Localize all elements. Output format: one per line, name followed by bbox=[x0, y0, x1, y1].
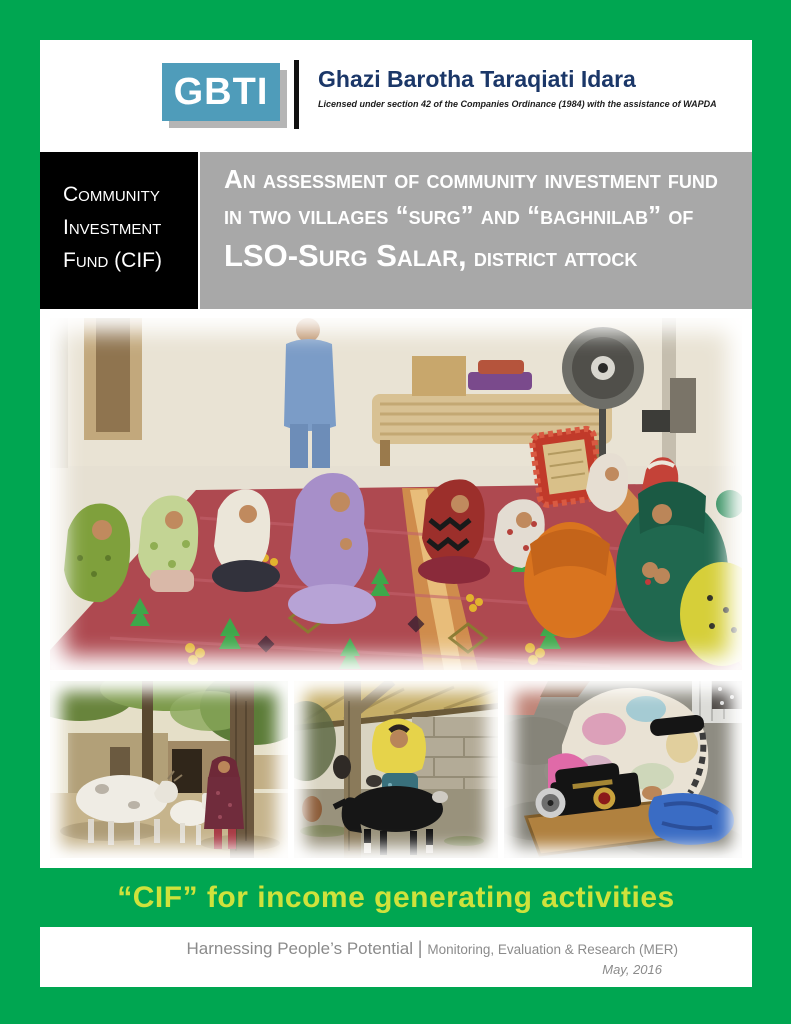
wall-shade bbox=[50, 318, 68, 468]
clay-pot bbox=[302, 796, 322, 822]
footer-date: May, 2016 bbox=[602, 962, 662, 977]
report-title bbox=[200, 152, 752, 309]
organization-tagline: Licensed under section 42 of the Companies Ordinance (1984) with the assistance of WAPDA bbox=[318, 99, 717, 110]
report-cover-content bbox=[40, 40, 752, 987]
hen bbox=[366, 775, 382, 787]
logo-divider bbox=[294, 60, 299, 129]
banner-text: “CIF” for income generating activities bbox=[117, 880, 675, 914]
photo-cow-goat bbox=[50, 681, 288, 858]
report-title-pre: An assessment of community investment fund in two villages “surg” and “baghnilab” of bbox=[224, 164, 718, 231]
tree-trunk-left bbox=[142, 681, 153, 793]
spacer bbox=[40, 670, 752, 681]
footer-tagline-rest: Monitoring, Evaluation & Research (MER) bbox=[427, 942, 678, 957]
title-row bbox=[40, 152, 752, 309]
footer-separator: | bbox=[417, 938, 428, 958]
footer bbox=[40, 927, 752, 987]
spacer bbox=[40, 309, 752, 318]
report-title-highlight: LSO-Surg Salar, bbox=[224, 237, 467, 273]
banner bbox=[40, 868, 752, 927]
doorway bbox=[84, 318, 142, 440]
spacer bbox=[40, 858, 752, 868]
sewing-machine-illustration bbox=[504, 681, 742, 858]
photo-sewing-machine bbox=[504, 681, 742, 858]
photo-row bbox=[50, 681, 742, 858]
footer-tagline-strong: Harnessing People’s Potential bbox=[186, 939, 418, 958]
photo-goat bbox=[294, 681, 498, 858]
report-title-post: district attock bbox=[466, 241, 638, 272]
organization-block bbox=[318, 67, 738, 109]
header bbox=[40, 40, 752, 152]
gbti-logo bbox=[162, 63, 280, 121]
gbti-logo-text: GBTI bbox=[173, 70, 269, 113]
main-photo-illustration bbox=[50, 318, 742, 670]
organization-name: Ghazi Barotha Taraqiati Idara bbox=[318, 66, 636, 92]
woman-orange-foreground bbox=[524, 522, 616, 638]
goat-illustration bbox=[294, 681, 498, 858]
cow-goat-illustration bbox=[50, 681, 288, 858]
cif-side-label: Community Investment Fund (CIF) bbox=[40, 152, 200, 309]
main-photo bbox=[50, 318, 742, 670]
footer-tagline bbox=[40, 938, 678, 959]
